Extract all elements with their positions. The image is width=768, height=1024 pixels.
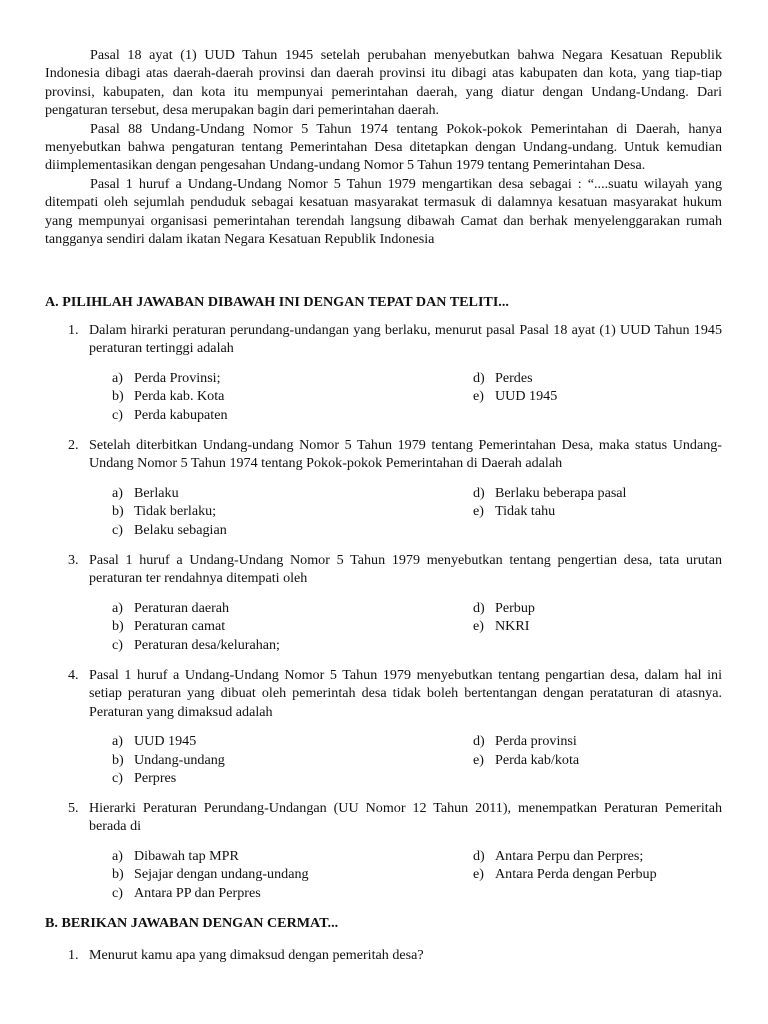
- option-text: Tidak berlaku;: [134, 503, 217, 520]
- option-e: [473, 502, 673, 520]
- question-text: Pasal 1 huruf a Undang-Undang Nomor 5 Tahun 1979 menyebutkan tentang pengartian desa, dalam hal ini setiap peraturan yang dibuat oleh pemerintah desa tidak boleh bertentangan dengan perataturan di atasnya. Peraturan yang dimaksud adalah: [89, 667, 722, 720]
- answer-options: [112, 599, 722, 654]
- option-text: Tidak tahu: [495, 503, 556, 520]
- option-b: [112, 387, 473, 405]
- option-text: Undang-undang: [134, 751, 225, 768]
- option-letter: e): [473, 388, 484, 405]
- option-letter: c): [112, 636, 123, 653]
- option-text: Perdes: [495, 369, 533, 386]
- option-text: Peraturan camat: [134, 618, 226, 635]
- option-text: Perda kab. Kota: [134, 388, 225, 405]
- essay-question-1: [45, 946, 722, 964]
- question-number: 4.: [68, 667, 79, 683]
- option-letter: b): [112, 751, 124, 768]
- question-text: Setelah diterbitkan Undang-undang Nomor 5 Tahun 1979 tentang Pemerintahan Desa, maka status Undang-Undang Nomor 5 Tahun 1974 tentang Pokok-pokok Pemerintahan di Daerah adalah: [89, 437, 722, 472]
- option-d: [473, 369, 673, 387]
- question-number: 1.: [68, 947, 79, 963]
- option-a: [112, 732, 473, 750]
- option-d: [473, 847, 673, 865]
- intro-paragraph-1: Pasal 18 ayat (1) UUD Tahun 1945 setelah perubahan menyebutkan bahwa Negara Kesatuan Republik Indonesia dibagi atas daerah-daerah provinsi dan daerah provinsi itu dibagi atas kabupaten dan kota, yang tiap-tiap provinsi, kabupaten, dan kota itu mempunyai pemerintahan daerah, yang diatur dengan Undang-Undang. Dari pengaturan tersebut, desa merupakan bagin dari pemerintahan daerah.: [45, 47, 722, 119]
- option-letter: a): [112, 484, 123, 501]
- option-d: [473, 599, 673, 617]
- option-letter: d): [473, 484, 485, 501]
- intro-text: [45, 46, 722, 248]
- option-letter: c): [112, 406, 123, 423]
- option-text: Sejajar dengan undang-undang: [134, 866, 309, 883]
- option-letter: c): [112, 770, 123, 787]
- option-d: [473, 732, 673, 750]
- option-text: Berlaku beberapa pasal: [495, 484, 627, 501]
- option-text: Perda provinsi: [495, 733, 577, 750]
- option-b: [112, 865, 473, 883]
- intro-paragraph-2: Pasal 88 Undang-Undang Nomor 5 Tahun 1974 tentang Pokok-pokok Pemerintahan di Daerah, hanya menyebutkan bahwa pengaturan tentang Pemerintahan Desa ditetapkan dengan Undang-undang. Untuk kemudian diimplementasikan dengan pengesahan Undang-undang Nomor 5 Tahun 1979 tentang Pemerintahan Desa.: [45, 120, 722, 174]
- option-letter: d): [473, 733, 485, 750]
- option-text: Perda Provinsi;: [134, 369, 221, 386]
- option-c: [112, 521, 473, 539]
- question-5: [45, 799, 722, 902]
- option-c: [112, 884, 473, 902]
- option-text: Peraturan desa/kelurahan;: [134, 636, 280, 653]
- option-text: Antara Perda dengan Perbup: [495, 866, 657, 883]
- option-text: Antara Perpu dan Perpres;: [495, 847, 644, 864]
- section-b-heading: B. BERIKAN JAWABAN DENGAN CERMAT...: [45, 915, 339, 931]
- option-text: NKRI: [495, 618, 530, 635]
- option-e: [473, 387, 673, 405]
- option-b: [112, 502, 473, 520]
- option-b: [112, 617, 473, 635]
- answer-options: [112, 484, 722, 539]
- question-number: 2.: [68, 437, 79, 453]
- option-letter: e): [473, 503, 484, 520]
- option-letter: e): [473, 751, 484, 768]
- option-text: UUD 1945: [495, 388, 558, 405]
- option-a: [112, 484, 473, 502]
- question-text: Hierarki Peraturan Perundang-Undangan (UU Nomor 12 Tahun 2011), menempatkan Peraturan Pemeritah berada di: [89, 800, 722, 835]
- option-text: UUD 1945: [134, 733, 197, 750]
- question-number: 3.: [68, 552, 79, 568]
- question-1: [45, 321, 722, 424]
- option-letter: c): [112, 521, 123, 538]
- option-text: Antara PP dan Perpres: [134, 884, 261, 901]
- option-letter: a): [112, 733, 123, 750]
- option-text: Perbup: [495, 599, 535, 616]
- question-number: 1.: [68, 322, 79, 338]
- answer-options: [112, 369, 722, 424]
- option-c: [112, 636, 473, 654]
- option-letter: b): [112, 388, 124, 405]
- option-letter: b): [112, 866, 124, 883]
- option-text: Dibawah tap MPR: [134, 847, 239, 864]
- option-e: [473, 617, 673, 635]
- option-letter: e): [473, 618, 484, 635]
- option-text: Perda kabupaten: [134, 406, 228, 423]
- option-d: [473, 484, 673, 502]
- question-text: Dalam hirarki peraturan perundang-undangan yang berlaku, menurut pasal Pasal 18 ayat (1) UUD Tahun 1945 peraturan tertinggi adalah: [89, 322, 722, 357]
- option-letter: a): [112, 369, 123, 386]
- option-letter: b): [112, 618, 124, 635]
- question-2: [45, 436, 722, 539]
- option-letter: d): [473, 847, 485, 864]
- question-3: [45, 551, 722, 654]
- answer-options: [112, 847, 722, 902]
- option-letter: c): [112, 884, 123, 901]
- question-number: 5.: [68, 800, 79, 816]
- option-text: Peraturan daerah: [134, 599, 230, 616]
- option-letter: d): [473, 599, 485, 616]
- option-a: [112, 847, 473, 865]
- option-e: [473, 865, 673, 883]
- option-text: Belaku sebagian: [134, 521, 227, 538]
- option-a: [112, 599, 473, 617]
- option-a: [112, 369, 473, 387]
- question-text: Menurut kamu apa yang dimaksud dengan pemeritah desa?: [89, 947, 424, 963]
- option-c: [112, 406, 473, 424]
- option-text: Perpres: [134, 770, 177, 787]
- question-text: Pasal 1 huruf a Undang-Undang Nomor 5 Tahun 1979 menyebutkan tentang pengertian desa, tata urutan peraturan ter rendahnya ditempati oleh: [89, 552, 722, 587]
- section-a-heading: A. PILIHLAH JAWABAN DIBAWAH INI DENGAN TEPAT DAN TELITI...: [45, 294, 509, 310]
- option-letter: b): [112, 503, 124, 520]
- option-c: [112, 769, 473, 787]
- option-letter: e): [473, 866, 484, 883]
- intro-paragraph-3: Pasal 1 huruf a Undang-Undang Nomor 5 Tahun 1979 mengartikan desa sebagai : “....suatu wilayah yang ditempati oleh sejumlah penduduk sebagai kesatuan masyarakat termasuk di dalamnya kesatuan masyarakat hukum yang mempunyai organisasi pemerintahan terendah langsung dibawah Camat dan berhak menyelenggarakan rumah tangganya sendiri dalam ikatan Negara Kesatuan Republik Indonesia: [45, 175, 722, 248]
- answer-options: [112, 732, 722, 787]
- option-text: Berlaku: [134, 484, 179, 501]
- option-text: Perda kab/kota: [495, 751, 580, 768]
- question-4: [45, 666, 722, 787]
- option-letter: a): [112, 599, 123, 616]
- option-b: [112, 751, 473, 769]
- option-e: [473, 751, 673, 769]
- option-letter: d): [473, 369, 485, 386]
- option-letter: a): [112, 847, 123, 864]
